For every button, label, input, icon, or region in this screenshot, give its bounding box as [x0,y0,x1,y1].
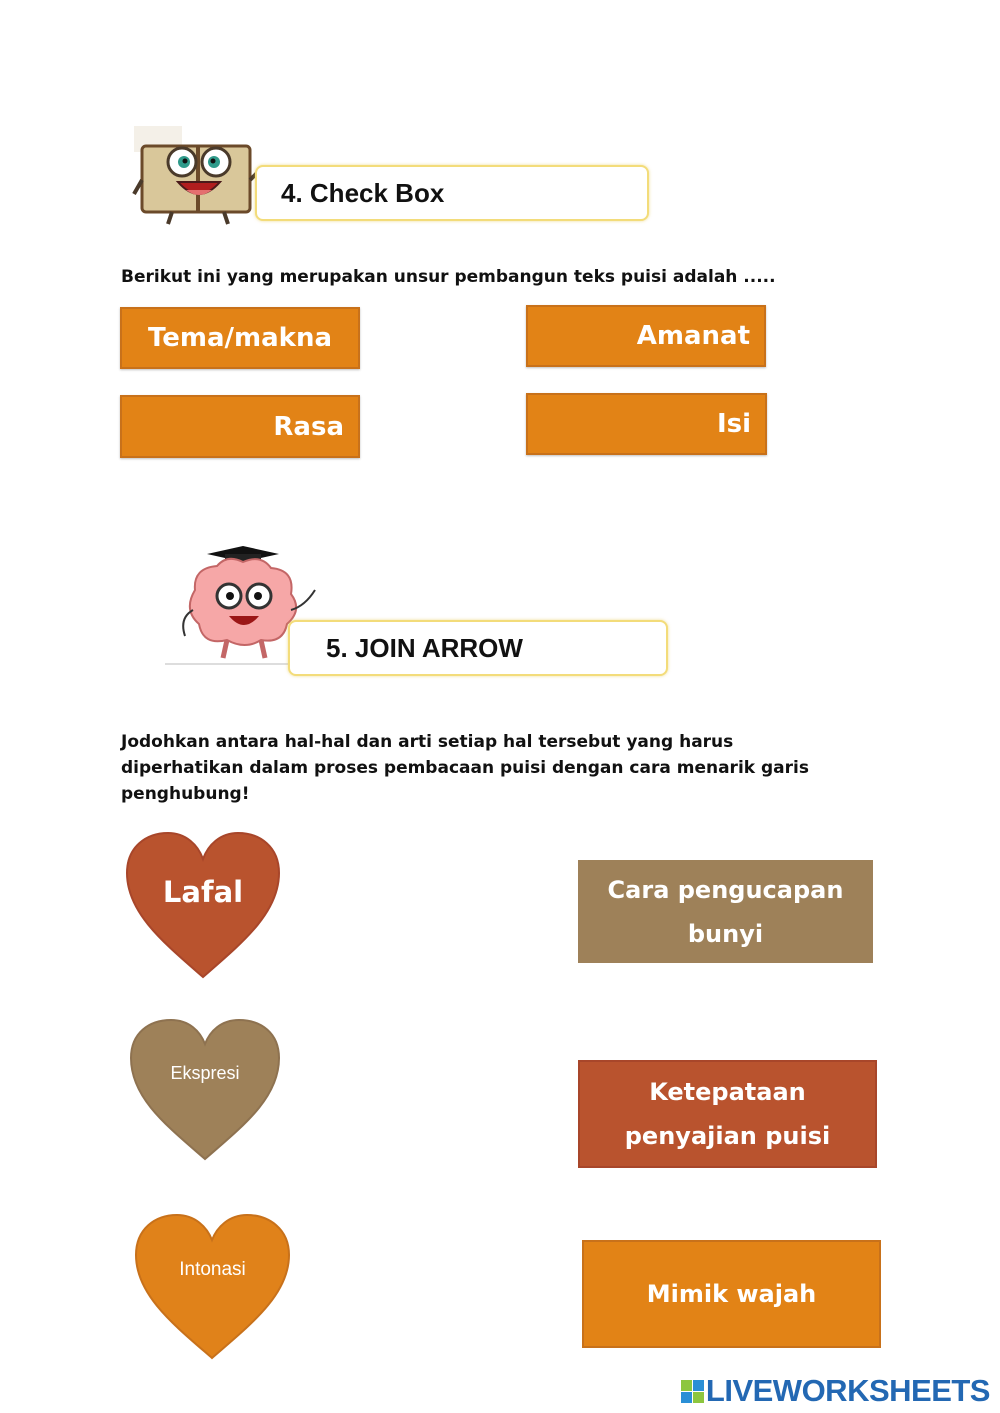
section4-header [255,165,649,221]
definition-3-line-1: Mimik wajah [646,1280,817,1308]
option-isi[interactable]: Isi [526,393,767,455]
logo-text: LIVEWORKSHEETS [705,1373,990,1408]
heart-label-lafal: Lafal [162,875,244,909]
book-mascot-icon [132,124,262,230]
option-rasa[interactable]: Rasa [120,395,360,458]
section4-question: Berikut ini yang merupakan unsur pembangun teks puisi adalah ..... [121,267,776,287]
definition-2-line-2: penyajian puisi [624,1122,831,1150]
liveworksheets-logo [681,1373,990,1409]
logo-mark-icon [681,1380,704,1403]
heart-intonasi[interactable] [134,1213,291,1361]
heart-label-ekspresi: Ekspresi [170,1063,240,1083]
heart-shape-icon [134,1213,291,1361]
definition-1-line-2: bunyi [687,919,764,948]
definition-cara-pengucapan[interactable] [578,860,873,963]
heart-label-intonasi: Intonasi [179,1259,246,1280]
heart-lafal[interactable] [124,831,282,981]
heart-shape-icon [129,1018,281,1162]
instruction-line-2: diperhatikan dalam proses pembacaan puisi dengan cara menarik garis [121,758,809,778]
section5-title: 5. JOIN ARROW [326,632,523,663]
section5-header [288,620,668,676]
definition-mimik-wajah[interactable] [582,1240,881,1348]
definition-1-line-1: Cara pengucapan [607,875,844,904]
section4-title: 4. Check Box [281,177,445,208]
definition-2-line-1: Ketepataan [649,1078,806,1106]
instruction-line-3: penghubung! [121,784,250,804]
option-tema-makna[interactable]: Tema/makna [120,307,360,369]
instruction-line-1: Jodohkan antara hal-hal dan arti setiap hal tersebut yang harus [121,732,734,752]
heart-ekspresi[interactable] [129,1018,281,1162]
option-amanat[interactable]: Amanat [526,305,766,367]
definition-ketepataan[interactable] [578,1060,877,1168]
